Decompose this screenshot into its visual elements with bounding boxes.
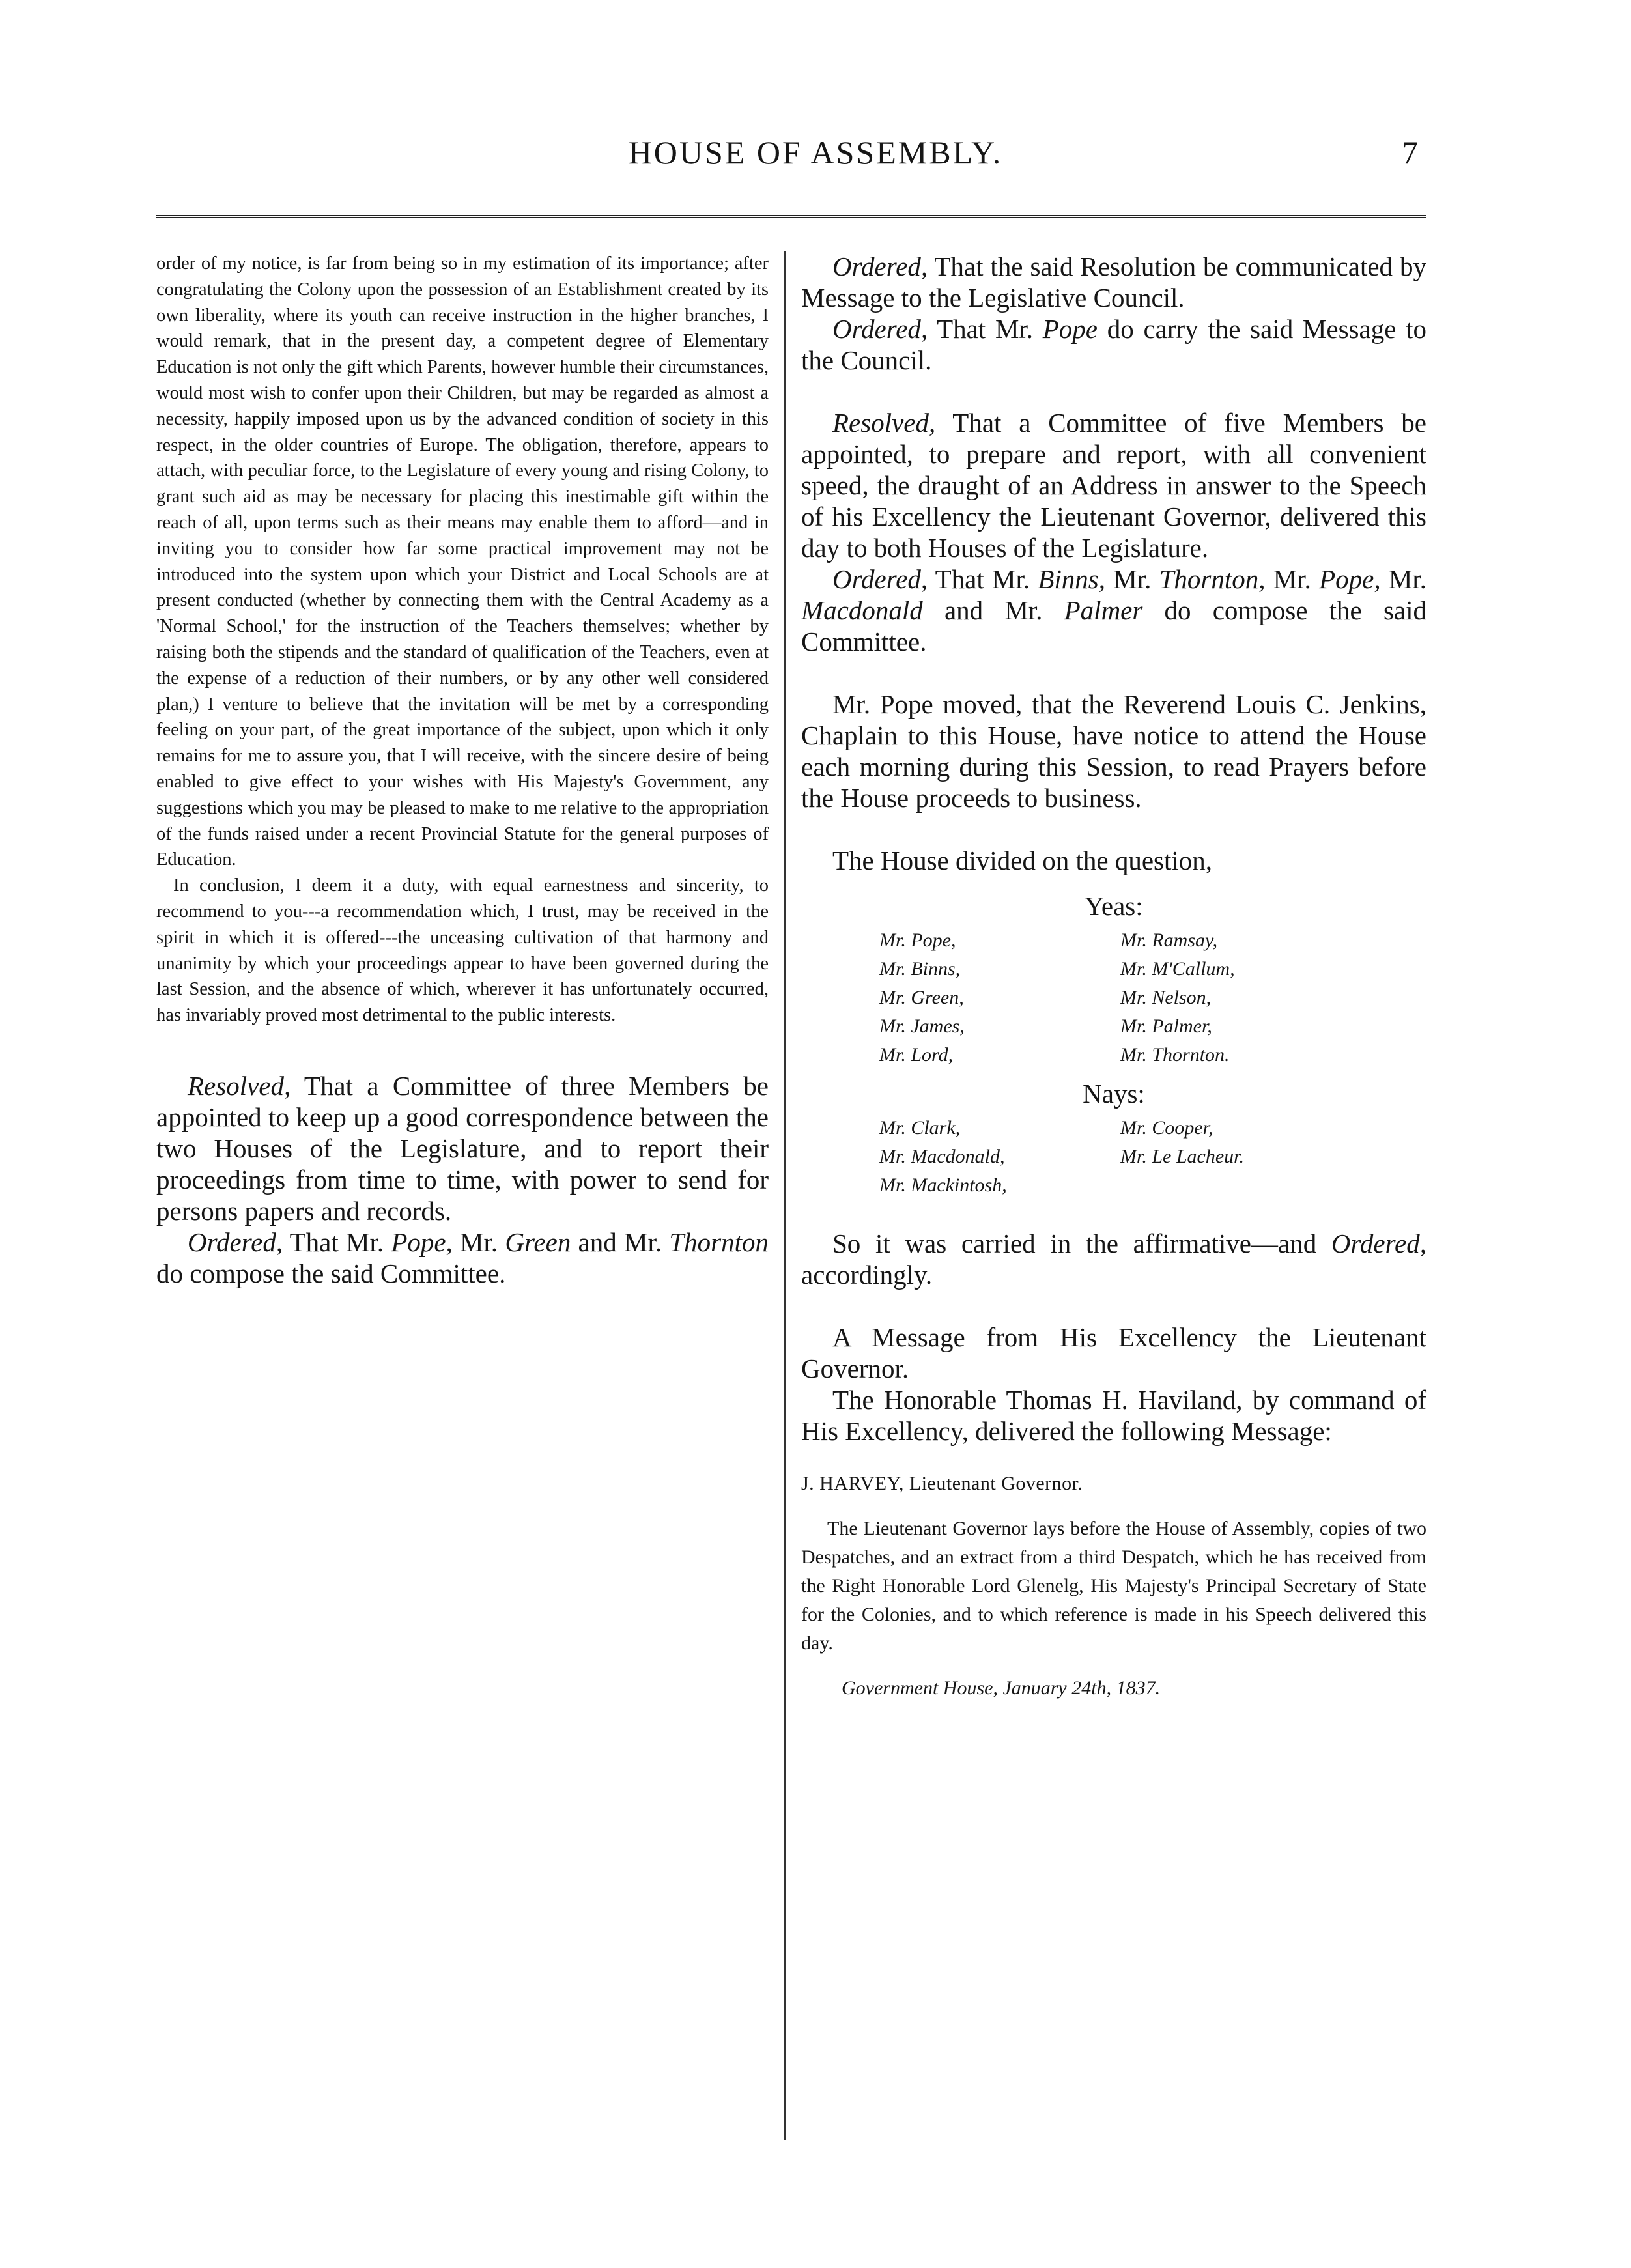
resolution-address-committee: Resolved, That a Committee of five Members be appointed, to prepare and report, with all convenient speed, the draught of an Address in answer to the Speech of his Excellency the Lieutenant Governor, delivered this day to both Houses of the Legislature. Ordered, That Mr. Binns, Mr. Thornton, Mr. Pope, Mr. Macdonald and Mr. Palmer do compose the said Committee. [801,408,1426,657]
running-head [0,134,1631,186]
nay-name: Mr. Clark, [879,1117,961,1139]
yea-name: Mr. Lord, [879,1044,954,1066]
nay-name: Mr. Macdonald, [879,1146,1005,1167]
governor-message: The Lieutenant Governor lays before the House of Assembly, copies of two Despatches, and an extract from a third Despatch, which he has received from the Right Honorable Lord Glenelg, His Majesty's Principal Secretary of State for the Colonies, and to which reference is made in his Speech delivered this day. [801,1518,1426,1654]
page-number: 7 [1402,134,1418,171]
column-rule [784,251,786,2140]
speech-text [156,251,769,1028]
yea-name: Mr. Nelson, [1120,987,1212,1008]
yeas-heading: Yeas: [1085,891,1143,921]
speech-paragraph-1: order of my notice, is far from being so in my estimation of its importance; after congratulating the Colony upon the possession of an Establishment created by its own liberality, where its youth can receive instruction in the higher branches, I would remark, that in the present day, a competent degree of Elementary Education is not only the gift which Parents, however humble their circumstances, would most wish to confer upon their Children, but may be regarded as almost a necessity, happily imposed upon us by the advanced condition of society in this respect, in the older countries of Europe. The obligation, therefore, appears to attach, with peculiar force, to the Legislature of every young and rising Colony, to grant such aid as may be necessary for placing this inestimable gift within the reach of all, upon terms such as their means may enable them to afford—and in inviting you to consider how far some practical improvement may not be introduced into the system upon which your District and Local Schools are at present conducted (whether by connecting them with the Central Academy as a 'Normal School,' for the instruction of the Teachers themselves; whether by raising both the stipends and the standard of qualification of the Teachers, even at the expense of a reduction of their numbers, or by any other well considered plan,) I venture to believe that the invitation will be met by a corresponding feeling on your part, of the great importance of the subject, upon which it only remains for me to assure you, that I will receive, with the sincere desire of being enabled to give effect to your wishes with His Majesty's Government, any suggestions which you may be pleased to make to me relative to the appropriation of the funds raised under a recent Provincial Statute for the general purposes of Education. [156,253,769,870]
yea-name: Mr. Thornton. [1120,1044,1230,1066]
resolution-communicated: Ordered, That the said Resolution be communicated by Message to the Legislative Council. Ordered, That Mr. Pope do carry the said Message to the Council. [801,251,1426,375]
yea-name: Mr. M'Callum, [1120,958,1235,980]
yea-name: Mr. Ramsay, [1120,929,1218,951]
yea-name: Mr. Green, [879,987,964,1008]
chaplain-motion: Mr. Pope moved, that the Reverend Louis C. Jenkins, Chaplain to this House, have notice to attend the House each morning during this Session, to read Prayers before the House proceeds to business. [801,689,1426,813]
yea-name: Mr. James, [879,1015,965,1037]
right-column [801,251,1426,1699]
division-result: So it was carried in the affirmative—and Ordered, accordingly. [801,1228,1426,1290]
message-announcement: A Message from His Excellency the Lieutenant Governor. The Honorable Thomas H. Haviland, by command of His Excellency, delivered the following Message: [801,1322,1426,1446]
left-column [156,251,769,1289]
running-title: HOUSE OF ASSEMBLY. [628,134,1003,171]
yea-name: Mr. Palmer, [1120,1015,1212,1037]
division-intro: The House divided on the question, [832,845,1213,875]
dateline: Government House, January 24th, 1837. [842,1677,1161,1699]
nay-name: Mr. Le Lacheur. [1120,1146,1245,1167]
yeas-list [879,929,1348,1066]
nays-heading: Nays: [1083,1079,1145,1109]
ordered-paragraph: Ordered, That Mr. Pope, Mr. Green and Mr. Thornton do compose the said Committee. [156,1226,769,1288]
governor-signature: J. HARVEY, Lieutenant Governor. [801,1473,1083,1494]
header-rule [156,215,1426,218]
yea-name: Mr. Binns, [879,958,961,980]
resolution-paragraph: Resolved, That a Committee of three Members be appointed to keep up a good correspondence between the two Houses of the Legislature, and to report their proceedings from time to time, with power to send for persons papers and records. [156,1070,769,1226]
nay-name: Mr. Cooper, [1120,1117,1213,1139]
yea-name: Mr. Pope, [879,929,956,951]
speech-paragraph-2: In conclusion, I deem it a duty, with equal earnestness and sincerity, to recommend to you---a recommendation which, I trust, may be received in the spirit in which it is offered---the unceasing cultivation of that harmony and unanimity by which your proceedings appear to have been governed during the last Session, and the absence of which, wherever it has unfortunately occurred, has invariably proved most detrimental to the public interests. [156,875,769,1026]
nays-list [879,1117,1348,1197]
resolution-correspondence [156,1070,769,1289]
nay-name: Mr. Mackintosh, [879,1174,1007,1196]
